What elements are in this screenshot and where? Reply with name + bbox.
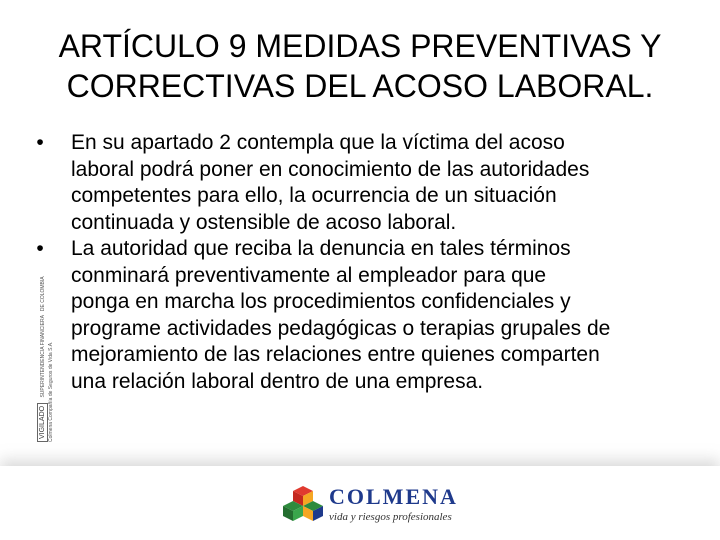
bullet-2-line-3: ponga en marcha los procedimientos confidenciales y: [71, 290, 571, 313]
slide-title: [40, 26, 680, 106]
bullet-2-line-4: programe actividades pedagógicas o terapias grupales de: [71, 316, 611, 340]
bullet-2-line-6: una relación laboral dentro de una empresa.: [71, 369, 484, 393]
bullet-1-line-3: competentes para ello, la ocurrencia de un situación: [71, 184, 557, 207]
bullet-2-line-5: mejoramiento de las relaciones entre quienes comparten: [71, 343, 600, 366]
logo-tagline: vida y riesgos profesionales: [329, 511, 452, 523]
bullet-item: [30, 130, 690, 236]
slide-title-line-2: CORRECTIVAS DEL ACOSO LABORAL.: [66, 68, 654, 104]
bullet-1-line-2: laboral podrá poner en conocimiento de las autoridades: [71, 157, 590, 181]
slide-title-line-1: ARTÍCULO 9 MEDIDAS PREVENTIVAS Y: [58, 28, 662, 64]
bullet-2-line-2: conminará preventivamente al empleador para que: [71, 263, 547, 287]
bullet-item: [30, 236, 690, 398]
bullet-1-line-4: continuada y ostensible de acoso laboral.: [71, 210, 457, 234]
bullet-list: [30, 130, 690, 398]
superintendencia-label: SUPERINTENDENCIA FINANCIERA: [40, 315, 46, 398]
de-colombia-label: DE COLOMBIA: [40, 276, 46, 312]
logo-name: COLMENA: [329, 484, 458, 509]
company-legal-name: Colmena Compañía de Seguros de Vida S.A.: [48, 341, 54, 442]
bullet-icon: •: [36, 131, 44, 154]
colmena-logo: [283, 484, 463, 532]
bullet-1-line-1: En su apartado 2 contempla que la víctima del acoso: [71, 131, 565, 154]
bullet-2-line-1: La autoridad que reciba la denuncia en tales términos: [71, 237, 571, 260]
cube-logo-icon: [283, 484, 323, 528]
vigilado-stamp: VIGILADO: [37, 403, 48, 442]
bullet-icon: •: [36, 237, 44, 260]
